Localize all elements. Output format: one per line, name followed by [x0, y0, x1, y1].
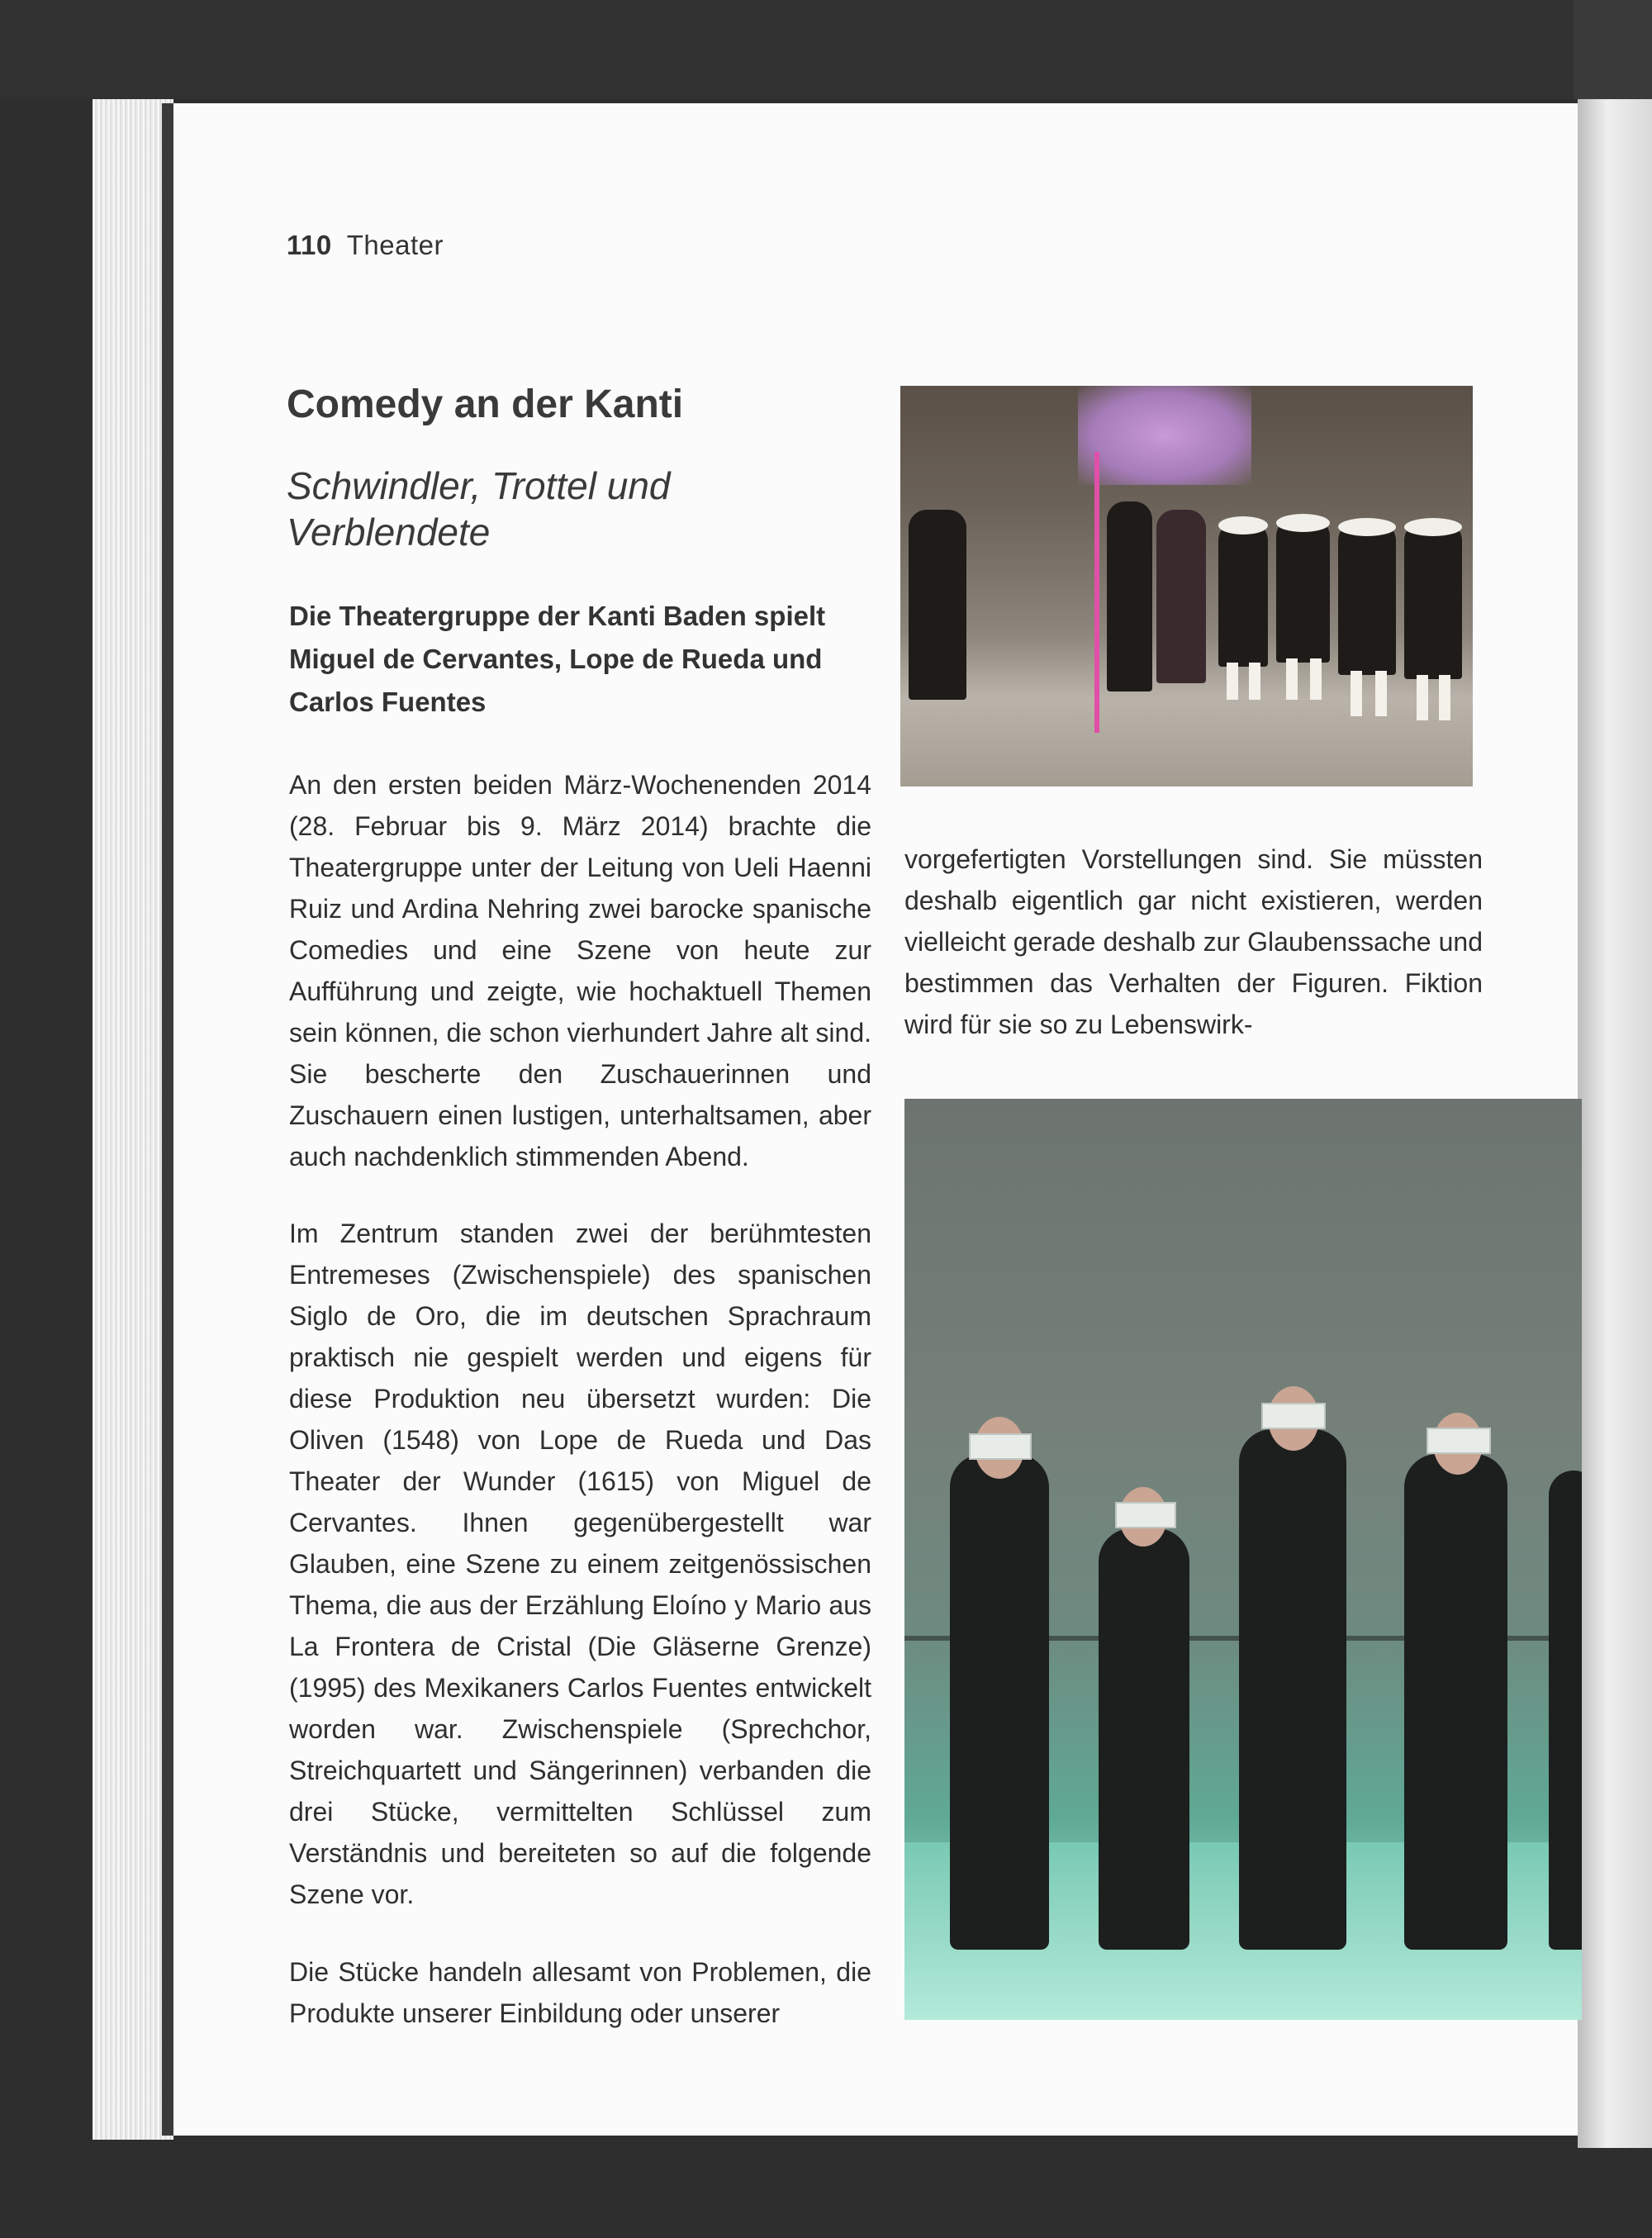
- section-name: Theater: [346, 230, 444, 260]
- paragraph-3: Die Stücke handeln allesamt von Problemen, die Produkte unserer Einbildung oder unserer: [289, 1957, 871, 2028]
- right-column-text: vorgefertigten Vorstellungen sind. Sie müssten deshalb eigentlich gar nicht existieren, werden vielleicht gerade deshalb zur Glaubenssache und bestimmen das Verhalten der Figuren. Fiktion wird für sie so zu Lebenswirk-: [904, 844, 1483, 1039]
- facing-page-edge: [1578, 99, 1652, 2148]
- article-subtitle: Schwindler, Trottel und Verblendete: [287, 464, 671, 554]
- article-title: Comedy an der Kanti: [287, 383, 684, 426]
- scan-background-corner: [1574, 0, 1652, 99]
- paragraph-2: Im Zentrum standen zwei der berühmtesten Entremeses (Zwischenspiele) des spanischen Siglo de Oro, die im deutschen Sprachraum praktisch nie gespielt werden und eigens für diese Produktion neu übersetzt wurden: Die Oliven (1548) von Lope de Rueda und Das Theater der Wunder (1615) von Miguel de Cervantes. Ihnen gegenübergestellt war Glauben, eine Szene zu einem zeitgenössischen Thema, die aus der Erzählung Eloíno y Mario aus La Frontera de Cristal (Die Gläserne Grenze) (1995) des Mexikaners Carlos Fuentes entwickelt worden war. Zwischenspiele (Sprechchor, Streichquartett und Sängerinnen) verbanden die drei Stücke, vermittelten Schlüssel zum Verständnis und bereiteten so auf die folgende Szene vor.: [289, 1219, 871, 1909]
- paragraph-1: An den ersten beiden März-Wochenenden 2014 (28. Februar bis 9. März 2014) brachte die Theatergruppe unter der Leitung von Ueli Haenni Ruiz und Ardina Nehring zwei barocke spanische Comedies und eine Szene von heute zur Aufführung und zeigte, wie hochaktuell Themen sein können, die schon vierhundert Jahre alt sind. Sie bescherte den Zuschauerinnen und Zuschauern einen lustigen, unterhaltsamen, aber auch nachdenklich stimmenden Abend.: [289, 770, 871, 1171]
- scan-background: [0, 0, 1652, 99]
- page-number: 110: [287, 230, 332, 260]
- spine-shadow: [162, 103, 173, 2136]
- article-lead: Die Theatergruppe der Kanti Baden spielt Miguel de Cervantes, Lope de Rueda und Carlos Fuentes: [289, 601, 826, 717]
- photo-baroque-costume-scene: [900, 386, 1473, 786]
- running-header: [287, 230, 444, 261]
- photo-masked-performers: [904, 1099, 1582, 2020]
